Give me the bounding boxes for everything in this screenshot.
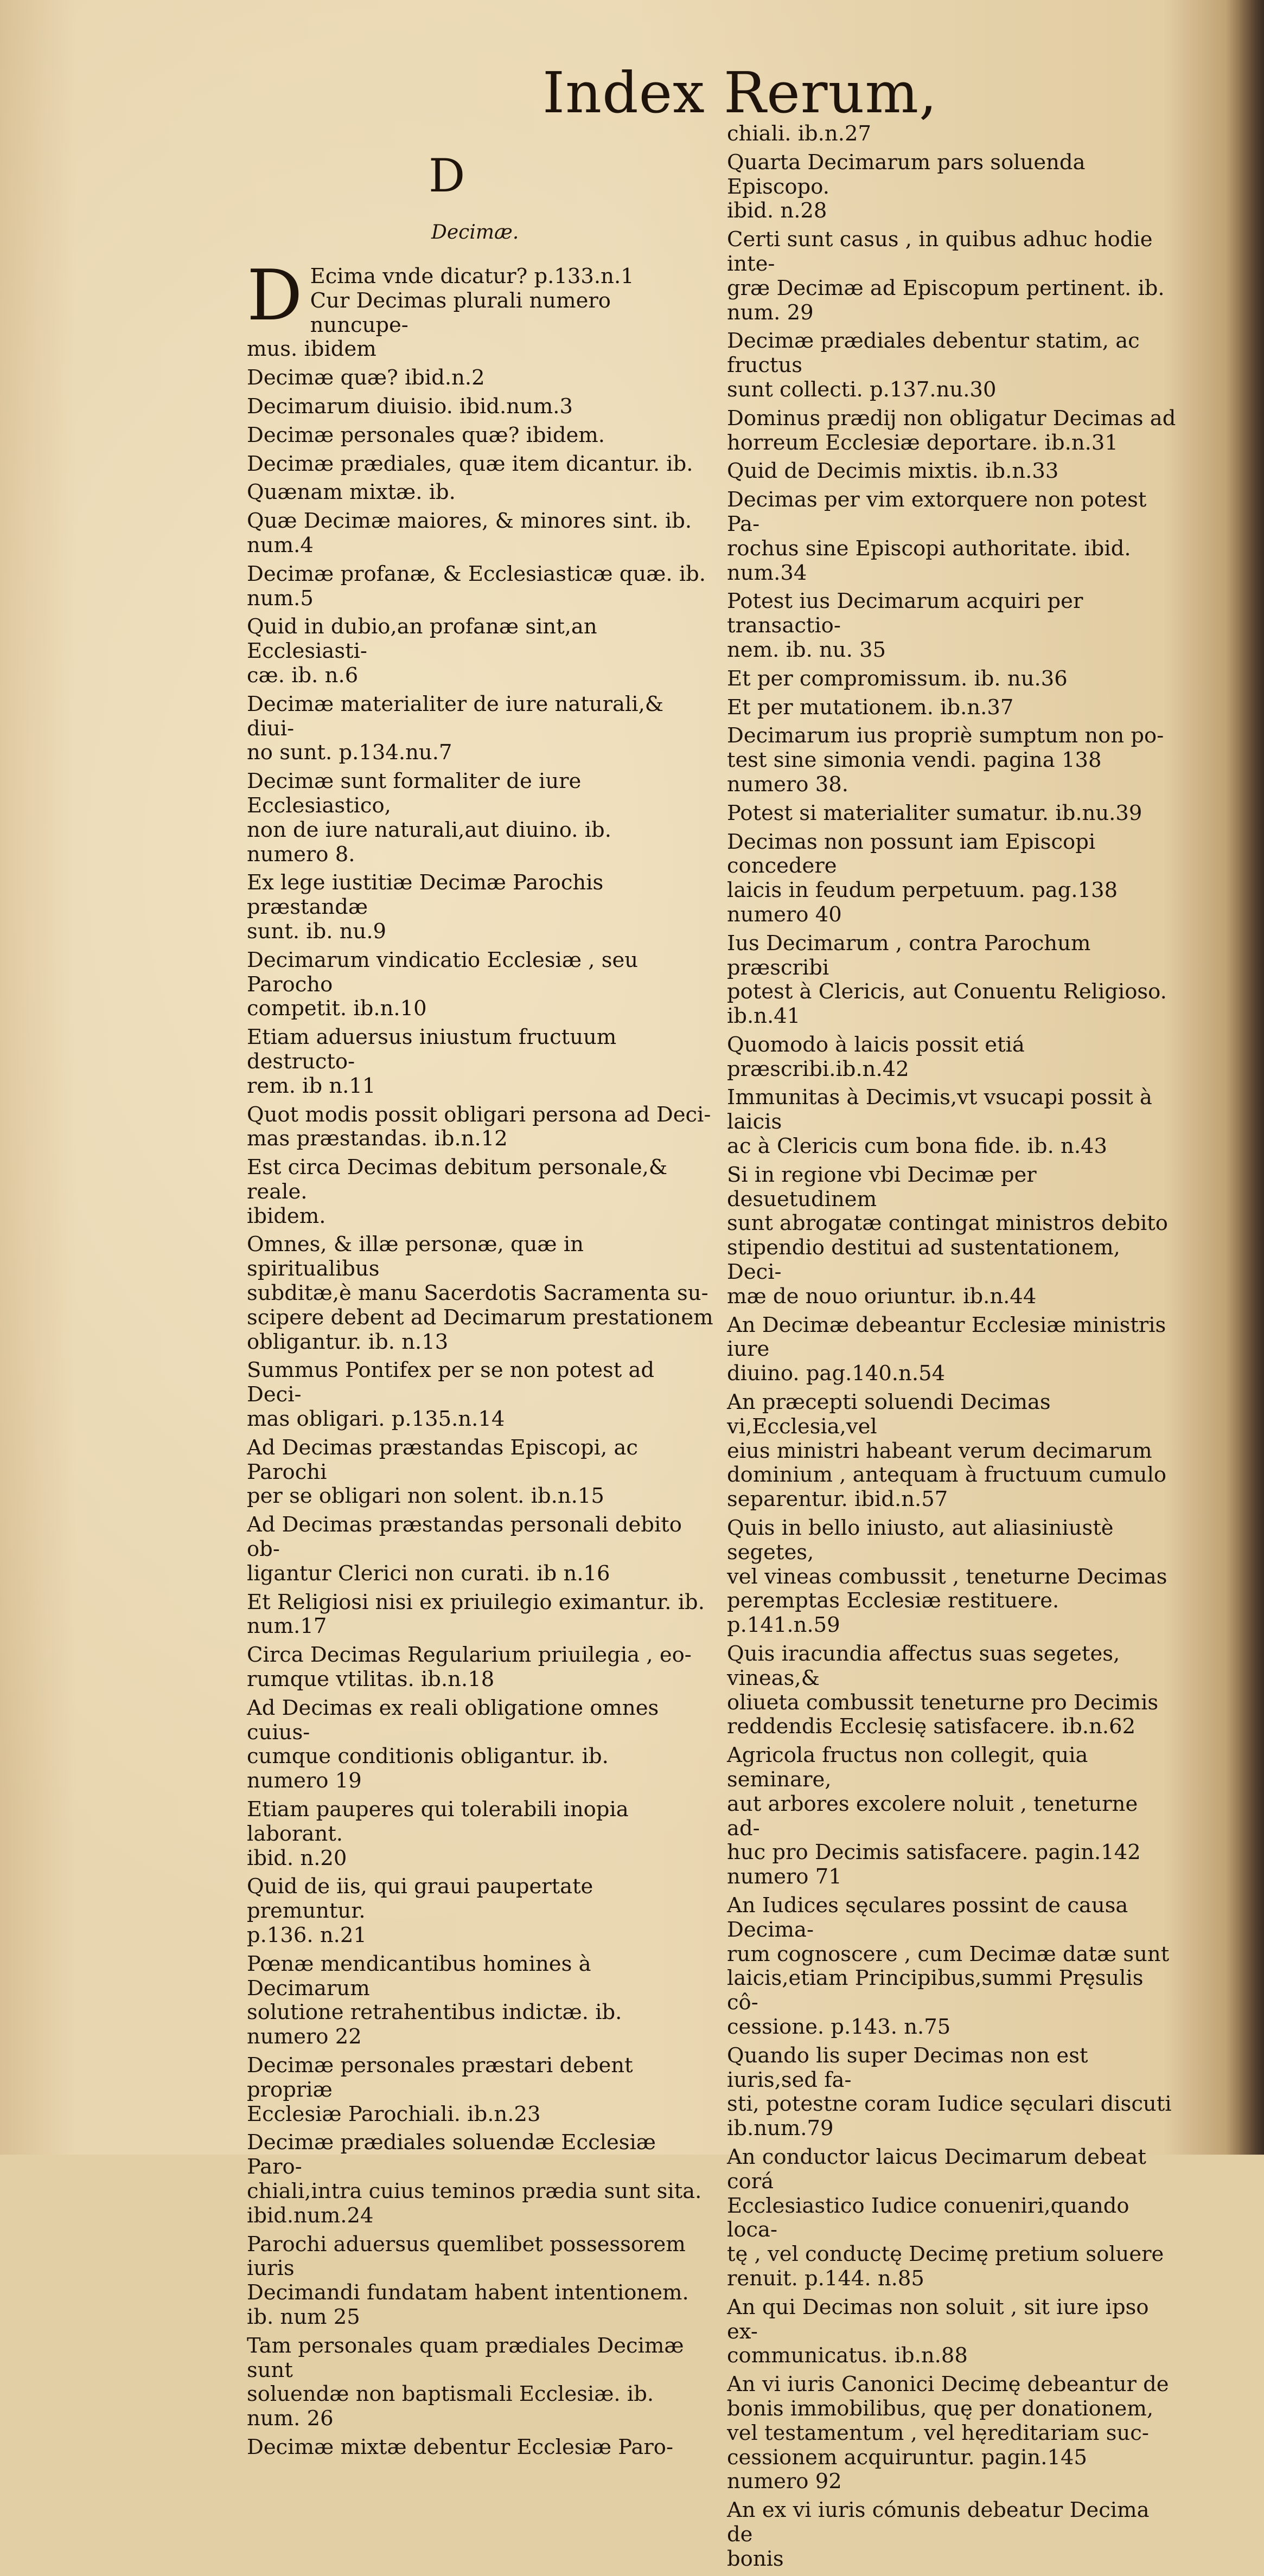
index-entry bbox=[247, 424, 713, 448]
index-entry bbox=[727, 2145, 1177, 2291]
index-entry bbox=[727, 830, 1177, 927]
index-entry bbox=[727, 2044, 1177, 2141]
index-entry bbox=[247, 1875, 713, 1947]
index-entry-line: numero 19 bbox=[247, 1768, 362, 1793]
index-entry-line: ib.num.79 bbox=[727, 2116, 834, 2141]
index-entry-line: Quid de iis, qui graui paupertate premuntur. bbox=[247, 1874, 593, 1924]
index-entry-line: soluendæ non baptismali Ecclesiæ. ib. bbox=[247, 2382, 654, 2407]
index-entry-line: vel vineas combussit , teneturne Decimas bbox=[727, 1564, 1167, 1589]
index-entry-line: separentur. ibid.n.57 bbox=[727, 1487, 948, 1512]
index-entry-line: Parochi aduersus quemlibet possessorem iuris bbox=[247, 2232, 686, 2281]
index-entry-line: Ad Decimas præstandas personali debito ob- bbox=[247, 1513, 682, 1562]
index-entry bbox=[247, 1436, 713, 1509]
index-entry-line: Quot modis possit obligari persona ad Deci- bbox=[247, 1102, 711, 1127]
index-entry bbox=[727, 724, 1177, 797]
index-entry-line: græ Decimæ ad Episcopum pertinent. ib. bbox=[727, 275, 1165, 300]
index-entry-line: Quæ Decimæ maiores, & minores sint. ib. bbox=[247, 509, 692, 534]
index-entry-line: Est circa Decimas debitum personale,& reale. bbox=[247, 1155, 668, 1204]
index-entry bbox=[727, 2296, 1177, 2368]
drop-cap-letter: D bbox=[247, 255, 303, 336]
index-entry bbox=[727, 1086, 1177, 1158]
index-entry-line: Decimas per vim extorquere non potest Pa- bbox=[727, 488, 1147, 536]
book-spine-shadow bbox=[1226, 0, 1264, 2155]
index-entry-line: Decimarum vindicatio Ecclesiæ , seu Parocho bbox=[247, 947, 639, 997]
index-entry-line: ibid.num.24 bbox=[247, 2203, 374, 2228]
index-entry-line: rochus sine Episcopi authoritate. ibid. bbox=[727, 536, 1131, 561]
index-entry-line: rumque vtilitas. ib.n.18 bbox=[247, 1667, 495, 1692]
index-entry-line: obligantur. ib. n.13 bbox=[247, 1329, 449, 1354]
index-entry-line: Decimæ personales quæ? ibidem. bbox=[247, 422, 605, 447]
index-entry-line: Decimæ sunt formaliter de iure Ecclesiastico, bbox=[247, 769, 582, 818]
index-entry-line: Ex lege iustitiæ Decimæ Parochis præstandæ bbox=[247, 870, 604, 920]
index-entry bbox=[247, 1513, 713, 1586]
index-entry-line: diuino. pag.140.n.54 bbox=[727, 1361, 946, 1386]
index-entry-line: An vi iuris Canonici Decimę debeantur de bbox=[727, 2372, 1169, 2397]
index-entry-line: ib. num 25 bbox=[247, 2304, 360, 2329]
index-entry-line: sunt abrogatæ contingat ministros debito bbox=[727, 1211, 1168, 1236]
index-entry-line: Decimæ prædiales soluendæ Ecclesiæ Paro- bbox=[247, 2130, 656, 2180]
index-entry bbox=[247, 1591, 713, 1639]
index-entry-line: oliueta combussit teneturne pro Decimis bbox=[727, 1690, 1159, 1715]
index-entry bbox=[247, 949, 713, 1021]
index-entry-line: numero 40 bbox=[727, 902, 842, 927]
index-entry bbox=[727, 488, 1177, 585]
index-entry-line: Quarta Decimarum pars soluenda Episcopo. bbox=[727, 150, 1086, 199]
index-entry bbox=[247, 1798, 713, 1870]
index-entry-line: ligantur Clerici non curati. ib n.16 bbox=[247, 1561, 610, 1586]
index-entry-line: Decimæ personales præstari debent propriæ bbox=[247, 2053, 633, 2102]
index-entry-line: test sine simonia vendi. pagina 138 bbox=[727, 748, 1102, 773]
index-entry bbox=[247, 2436, 713, 2460]
index-entry bbox=[247, 2054, 713, 2126]
index-entry-line: Ius Decimarum , contra Parochum præscribi bbox=[727, 931, 1091, 980]
index-entry-line: no sunt. p.134.nu.7 bbox=[247, 740, 452, 765]
index-entry bbox=[727, 459, 1177, 484]
index-entry-line: num.17 bbox=[247, 1614, 327, 1639]
index-entry-line: nem. ib. nu. 35 bbox=[727, 637, 886, 662]
index-entry-line: Et Religiosi nisi ex priuilegio eximantur. ib. bbox=[247, 1590, 705, 1614]
index-entry bbox=[727, 407, 1177, 456]
index-entry bbox=[247, 562, 713, 611]
index-entry-line: mas obligari. p.135.n.14 bbox=[247, 1407, 505, 1432]
index-entry-line: An præcepti soluendi Decimas vi,Ecclesia,vel bbox=[727, 1390, 1051, 1439]
index-entry bbox=[247, 366, 713, 390]
index-entry-line: D Ecima vnde dicatur? p.133.n.1 bbox=[247, 255, 634, 336]
index-entry-line: Quis iracundia affectus suas segetes, vineas,& bbox=[727, 1642, 1120, 1690]
index-entry-line: cumque conditionis obligantur. ib. bbox=[247, 1744, 609, 1769]
index-entry-line: sunt collecti. p.137.nu.30 bbox=[727, 377, 997, 402]
index-entry-line: Decimarum ius propriè sumptum non po- bbox=[727, 723, 1164, 748]
index-entry-line: laicis,etiam Principibus,summi Pręsulis cô- bbox=[727, 1966, 1144, 2015]
index-entry-line: Certi sunt casus , in quibus adhuc hodie inte- bbox=[727, 227, 1153, 276]
index-entry-line: An Iudices sęculares possint de causa Decima- bbox=[727, 1893, 1128, 1942]
index-entry-line: Quomodo à laicis possit etiá præscribi.ib.n.42 bbox=[727, 1032, 1025, 1081]
index-entry-line: Immunitas à Decimis,vt vsucapi possit à laicis bbox=[727, 1085, 1152, 1135]
index-entry-line: rum cognoscere , cum Decimæ datæ sunt bbox=[727, 1941, 1170, 1966]
index-entry bbox=[247, 1233, 713, 1354]
index-entry-line: sunt. ib. nu.9 bbox=[247, 919, 387, 944]
index-entry bbox=[247, 615, 713, 688]
index-entry-line: Cur Decimas plurali numero nuncupe- bbox=[310, 288, 611, 337]
index-entry bbox=[247, 1156, 713, 1228]
index-entry bbox=[727, 1390, 1177, 1512]
index-entry-line: num.4 bbox=[247, 533, 314, 558]
index-column-left bbox=[247, 255, 713, 2464]
index-entry-line: Ad Decimas ex reali obligatione omnes cuius- bbox=[247, 1695, 659, 1745]
index-entry bbox=[727, 667, 1177, 691]
index-entry-line: Quando lis super Decimas non est iuris,sed fa- bbox=[727, 2043, 1088, 2092]
index-entry-line: ib.n.41 bbox=[727, 1004, 801, 1029]
index-entry bbox=[727, 1313, 1177, 1386]
index-entry bbox=[727, 228, 1177, 325]
index-entry bbox=[727, 1163, 1177, 1309]
index-entry-line: cæ. ib. n.6 bbox=[247, 663, 359, 688]
index-entry-line: huc pro Decimis satisfacere. pagin.142 bbox=[727, 1840, 1141, 1865]
index-entry-line: Decimas non possunt iam Episcopi concedere bbox=[727, 829, 1096, 879]
index-entry bbox=[727, 2373, 1177, 2494]
index-entry-line: tę , vel conductę Decimę pretium soluere bbox=[727, 2242, 1164, 2267]
index-entry-line: Quænam mixtæ. ib. bbox=[247, 480, 456, 505]
index-entry bbox=[727, 1516, 1177, 1638]
index-entry-line: Potest si materialiter sumatur. ib.nu.39 bbox=[727, 800, 1142, 825]
index-entry-line: ibidem. bbox=[247, 1203, 326, 1228]
index-entry-line: sti, potestne coram Iudice sęculari discuti bbox=[727, 2092, 1172, 2117]
index-entry bbox=[727, 696, 1177, 720]
index-entry-line: Circa Decimas Regularium priuilegia , eo- bbox=[247, 1643, 692, 1668]
index-entry bbox=[247, 2131, 713, 2228]
index-entry-line: bonis bbox=[727, 2546, 784, 2571]
index-entry-line: mus. ibidem bbox=[247, 337, 376, 362]
index-entry-line: mæ de nouo oriuntur. ib.n.44 bbox=[727, 1284, 1037, 1309]
index-entry bbox=[247, 2233, 713, 2330]
index-entry bbox=[247, 871, 713, 944]
index-entry bbox=[247, 1643, 713, 1692]
index-entry-line: laicis in feudum perpetuum. pag.138 bbox=[727, 878, 1118, 903]
index-entry bbox=[247, 1696, 713, 1793]
index-entry-line: Agricola fructus non collegit, quia seminare, bbox=[727, 1743, 1088, 1792]
index-entry-line: Ecclesiæ Parochiali. ib.n.23 bbox=[247, 2101, 541, 2126]
index-entry-line: Quid in dubio,an profanæ sint,an Ecclesiasti- bbox=[247, 614, 597, 664]
index-entry-line: Ecclesiastico Iudice conueniri,quando loca- bbox=[727, 2193, 1129, 2242]
index-entry-line: Si in regione vbi Decimæ per desuetudinem bbox=[727, 1162, 1037, 1212]
index-entry bbox=[727, 1642, 1177, 1739]
index-entry-line: Decimæ quæ? ibid.n.2 bbox=[247, 366, 485, 390]
index-entry bbox=[727, 329, 1177, 402]
index-entry-line: ibid. n.20 bbox=[247, 1846, 347, 1870]
index-entry-line: Decimæ prædiales, quæ item dicantur. ib. bbox=[247, 451, 693, 476]
index-entry-line: bonis immobilibus, quę per donationem, bbox=[727, 2396, 1154, 2421]
index-entry-line: Decimæ mixtæ debentur Ecclesiæ Paro- bbox=[247, 2434, 673, 2459]
index-entry bbox=[247, 255, 713, 362]
index-entry-line: Summus Pontifex per se non potest ad Deci- bbox=[247, 1358, 655, 1407]
index-entry-line: horreum Ecclesiæ deportare. ib.n.31 bbox=[727, 430, 1118, 455]
index-entry bbox=[727, 2498, 1177, 2571]
index-entry-line: Potest ius Decimarum acquiri per transactio- bbox=[727, 589, 1083, 638]
index-entry bbox=[727, 122, 1177, 146]
index-entry-line: cessione. p.143. n.75 bbox=[727, 2014, 951, 2039]
index-entry bbox=[727, 932, 1177, 1029]
index-entry bbox=[247, 1026, 713, 1098]
index-entry-line: mas præstandas. ib.n.12 bbox=[247, 1126, 508, 1151]
index-entry-line: competit. ib.n.10 bbox=[247, 996, 427, 1021]
index-entry-line: stipendio destitui ad sustentationem, Deci- bbox=[727, 1235, 1120, 1285]
index-entry bbox=[727, 1894, 1177, 2040]
index-entry-line: scipere debent ad Decimarum prestationem bbox=[247, 1305, 713, 1330]
section-letter: D bbox=[429, 149, 465, 202]
index-entry-line: chiali. ib.n.27 bbox=[727, 121, 871, 146]
index-entry-line: chiali,intra cuius teminos prædia sunt sita. bbox=[247, 2178, 702, 2203]
index-entry-line: reddendis Ecclesię satisfacere. ib.n.62 bbox=[727, 1714, 1136, 1739]
index-entry-line: non de iure naturali,aut diuino. ib. bbox=[247, 817, 611, 842]
index-entry-line: Decimæ prædiales debentur statim, ac fructus bbox=[727, 329, 1140, 378]
index-entry-line: Ad Decimas præstandas Episcopi, ac Parochi bbox=[247, 1435, 638, 1484]
index-entry bbox=[247, 693, 713, 765]
index-entry-line: Et per mutationem. ib.n.37 bbox=[727, 695, 1014, 720]
section-title: Decimæ. bbox=[431, 221, 519, 243]
index-entry bbox=[247, 452, 713, 477]
index-entry bbox=[727, 589, 1177, 662]
index-entry-line: numero 71 bbox=[727, 1864, 842, 1889]
index-entry bbox=[247, 395, 713, 419]
index-entry-line: vel testamentum , vel hęreditariam suc- bbox=[727, 2420, 1149, 2445]
index-entry-line: eius ministri habeant verum decimarum bbox=[727, 1438, 1152, 1463]
index-entry-line: Pœnæ mendicantibus homines à Decimarum bbox=[247, 1951, 591, 2001]
index-entry-line: solutione retrahentibus indictæ. ib. bbox=[247, 2000, 622, 2025]
index-entry bbox=[727, 802, 1177, 826]
index-entry-line: Decimarum diuisio. ibid.num.3 bbox=[247, 394, 573, 419]
index-entry-line: cessionem acquiruntur. pagin.145 bbox=[727, 2445, 1087, 2470]
index-entry-line: subditæ,è manu Sacerdotis Sacramenta su- bbox=[247, 1281, 708, 1306]
index-entry bbox=[247, 1103, 713, 1152]
index-entry-line: Omnes, & illæ personæ, quæ in spiritualibus bbox=[247, 1232, 584, 1281]
index-entry-line: Etiam pauperes qui tolerabili inopia laborant. bbox=[247, 1797, 629, 1846]
index-entry bbox=[247, 1359, 713, 1431]
index-entry-line: Quis in bello iniusto, aut aliasiniustè segetes, bbox=[727, 1516, 1114, 1565]
index-entry bbox=[727, 151, 1177, 223]
page-header-title: Index Rerum, bbox=[542, 60, 938, 126]
index-entry bbox=[727, 1033, 1177, 1082]
index-entry-line: num.34 bbox=[727, 560, 807, 585]
index-entry-line: Quid de Decimis mixtis. ib.n.33 bbox=[727, 459, 1059, 484]
index-entry bbox=[247, 770, 713, 867]
index-entry-line: ac à Clericis cum bona fide. ib. n.43 bbox=[727, 1134, 1108, 1159]
index-entry-line: rem. ib n.11 bbox=[247, 1073, 376, 1098]
index-entry-line: num. 29 bbox=[727, 300, 814, 325]
index-entry bbox=[727, 1744, 1177, 1889]
index-entry-line: An conductor laicus Decimarum debeat corá bbox=[727, 2144, 1146, 2194]
index-entry-line: potest à Clericis, aut Conuentu Religioso. bbox=[727, 979, 1167, 1004]
index-entry-line: An ex vi iuris cómunis debeatur Decima de bbox=[727, 2498, 1150, 2547]
index-entry-line: Decimandi fundatam habent intentionem. bbox=[247, 2280, 689, 2305]
index-entry-line: p.136. n.21 bbox=[247, 1923, 367, 1947]
index-entry-line: num.5 bbox=[247, 586, 314, 611]
index-entry-line: Et per compromissum. ib. nu.36 bbox=[727, 666, 1068, 691]
index-entry-line: per se obligari non solent. ib.n.15 bbox=[247, 1484, 604, 1509]
index-entry bbox=[247, 1952, 713, 2049]
index-entry-line: renuit. p.144. n.85 bbox=[727, 2266, 924, 2291]
index-entry-line: numero 38. bbox=[727, 772, 848, 797]
index-entry-line: An Decimæ debeantur Ecclesiæ ministris iure bbox=[727, 1312, 1166, 1362]
index-entry-line: Dominus prædij non obligatur Decimas ad bbox=[727, 406, 1176, 431]
index-entry bbox=[247, 480, 713, 505]
index-entry bbox=[247, 509, 713, 558]
index-entry-line: dominium , antequam à fructuum cumulo bbox=[727, 1463, 1167, 1488]
index-entry-line: peremptas Ecclesiæ restituere. p.141.n.59 bbox=[727, 1588, 1059, 1638]
index-entry-line: ibid. n.28 bbox=[727, 198, 827, 223]
index-entry-line: Decimæ materialiter de iure naturali,& diui- bbox=[247, 691, 664, 741]
index-entry-line: Decimæ profanæ, & Ecclesiasticæ quæ. ib. bbox=[247, 561, 706, 586]
index-entry bbox=[247, 2334, 713, 2431]
index-entry-line: Etiam aduersus iniustum fructuum destructo- bbox=[247, 1025, 617, 1074]
index-entry-line: aut arbores excolere noluit , teneturne ad- bbox=[727, 1791, 1138, 1841]
index-entry-line: Tam personales quam prædiales Decimæ sunt bbox=[247, 2333, 684, 2382]
index-entry-line: numero 92 bbox=[727, 2469, 842, 2494]
index-entry-line: communicatus. ib.n.88 bbox=[727, 2343, 968, 2368]
index-entry-line: numero 8. bbox=[247, 842, 355, 867]
index-entry-line: num. 26 bbox=[247, 2406, 334, 2431]
index-entry-line: numero 22 bbox=[247, 2024, 362, 2049]
index-entry-line: An qui Decimas non soluit , sit iure ipso ex- bbox=[727, 2295, 1149, 2344]
index-column-right bbox=[727, 122, 1177, 2576]
